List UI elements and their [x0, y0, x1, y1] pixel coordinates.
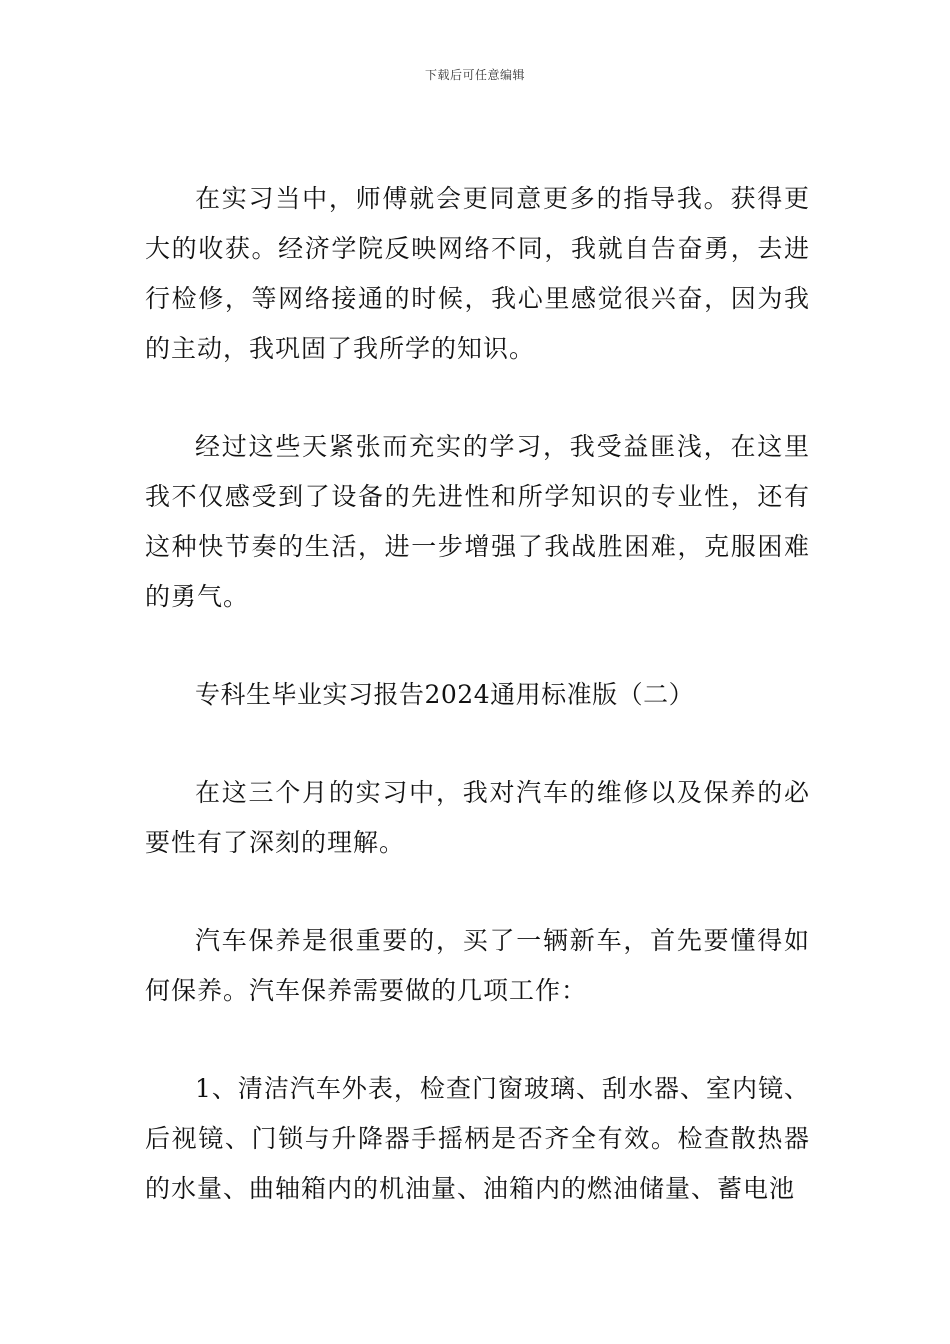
paragraph-internship-guidance: 在实习当中，师傅就会更同意更多的指导我。获得更大的收获。经济学院反映网络不同，我就自告奋勇，去进行检修，等网络接通的时候，我心里感觉很兴奋，因为我的主动，我巩固了我所学的知识。 — [145, 184, 810, 363]
page-header: 下载后可任意编辑 — [424, 68, 525, 82]
paragraph-maintenance-item-1: 1、清洁汽车外表，检查门窗玻璃、刮水器、室内镜、后视镜、门锁与升降器手摇柄是否齐全有效。检查散热器的水量、曲轴箱内的机油量、油箱内的燃油储量、蓄电池 — [145, 1074, 810, 1203]
paragraph-learning-benefits: 经过这些天紧张而充实的学习，我受益匪浅，在这里我不仅感受到了设备的先进性和所学知识的专业性，还有这种快节奏的生活，进一步增强了我战胜困难，克服困难的勇气。 — [145, 432, 810, 611]
document-body — [145, 174, 810, 1214]
paragraph-three-months: 在这三个月的实习中，我对汽车的维修以及保养的必要性有了深刻的理解。 — [145, 778, 810, 857]
section-heading: 专科生毕业实习报告2024通用标准版（二） — [195, 680, 695, 709]
paragraph-car-maintenance: 汽车保养是很重要的，买了一辆新车，首先要懂得如何保养。汽车保养需要做的几项工作： — [145, 926, 810, 1005]
